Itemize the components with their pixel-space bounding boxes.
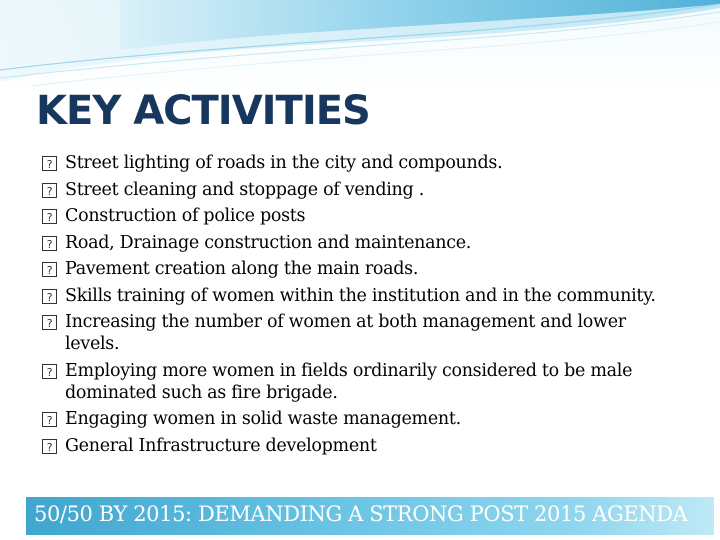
missing-glyph-box-icon [42, 289, 57, 304]
bullet-text: Street cleaning and stoppage of vending . [65, 179, 424, 200]
list-item [40, 205, 680, 227]
list-item [40, 179, 680, 201]
bullet-list [40, 152, 680, 461]
missing-glyph-box-icon [42, 412, 57, 427]
list-item [40, 232, 680, 254]
bullet-text: Construction of police posts [65, 206, 306, 226]
list-item [40, 435, 680, 457]
footer-banner [26, 497, 714, 535]
missing-glyph-box-icon [42, 364, 57, 379]
missing-glyph-box-icon [42, 156, 57, 171]
bullet-text: Skills training of women within the institution and in the community. [65, 285, 656, 306]
bullet-text: Employing more women in fields ordinarily considered to be male dominated such as fire brigade. [65, 360, 633, 403]
list-item [40, 311, 680, 355]
missing-glyph-box-icon [42, 236, 57, 251]
bullet-text: Increasing the number of women at both management and lower levels. [65, 312, 626, 354]
list-item [40, 360, 680, 404]
list-item [40, 408, 680, 430]
missing-glyph-box-icon [42, 183, 57, 198]
list-item [40, 285, 680, 307]
page-title: KEY ACTIVITIES [36, 88, 370, 134]
missing-glyph-box-icon [42, 315, 57, 330]
missing-glyph-box-icon [42, 209, 57, 224]
bullet-text: Pavement creation along the main roads. [65, 259, 419, 279]
list-item [40, 152, 680, 174]
missing-glyph-box-icon [42, 262, 57, 277]
bullet-text: Engaging women in solid waste management. [65, 409, 461, 429]
bullet-text: Street lighting of roads in the city and compounds. [65, 153, 503, 173]
decorative-wave [0, 0, 720, 90]
bullet-text: General Infrastructure development [65, 435, 377, 456]
footer-text: 50/50 BY 2015: DEMANDING A STRONG POST 2015 AGENDA [34, 502, 688, 526]
bullet-text: Road, Drainage construction and maintenance. [65, 232, 472, 253]
missing-glyph-box-icon [42, 439, 57, 454]
list-item [40, 258, 680, 280]
